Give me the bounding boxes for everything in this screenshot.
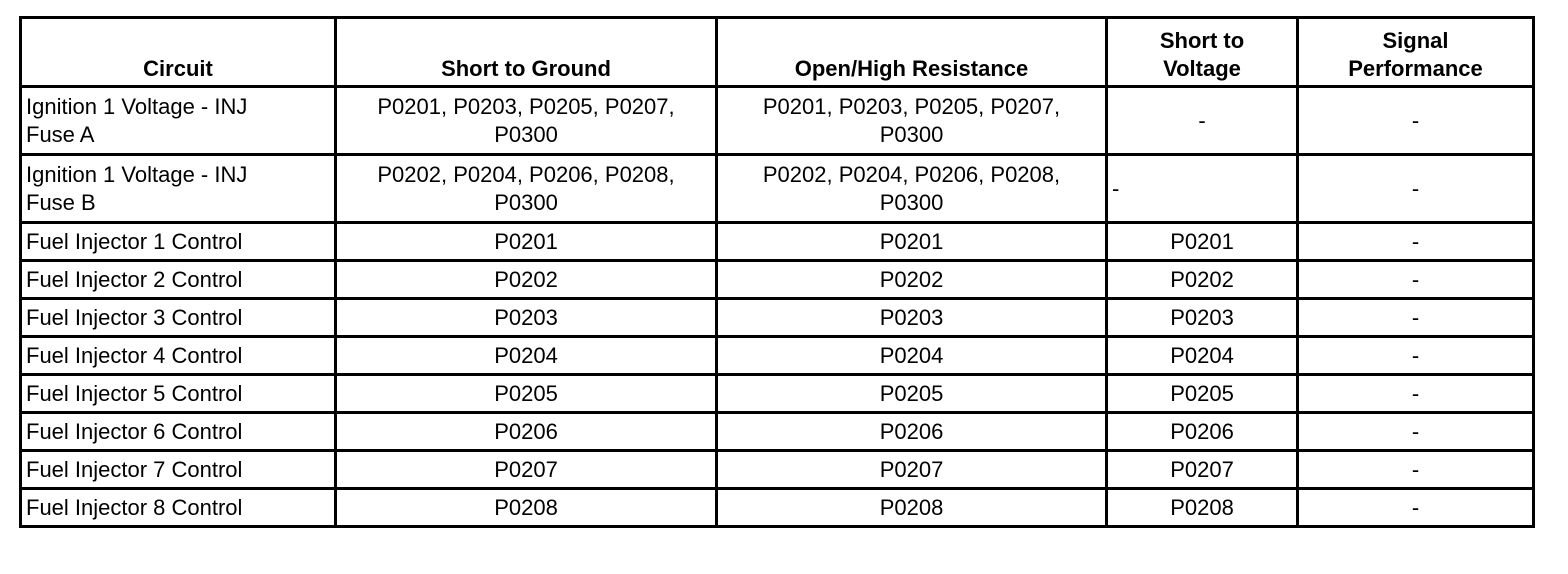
short-to-ground-cell: P0207 <box>336 451 717 489</box>
signal-performance-cell: - <box>1298 261 1534 299</box>
signal-performance-cell: - <box>1298 223 1534 261</box>
open-high-resistance-cell: P0204 <box>717 337 1107 375</box>
circuit-cell: Fuel Injector 8 Control <box>21 489 336 527</box>
open-high-resistance-cell: P0202 <box>717 261 1107 299</box>
header-short-to-voltage: Short to Voltage <box>1107 18 1298 87</box>
short-to-ground-cell: P0208 <box>336 489 717 527</box>
short-to-ground-cell: P0206 <box>336 413 717 451</box>
circuit-cell: Ignition 1 Voltage - INJ Fuse A <box>21 87 336 155</box>
header-open-high-resistance: Open/High Resistance <box>717 18 1107 87</box>
short-to-ground-cell: P0201 <box>336 223 717 261</box>
short-to-ground-cell: P0205 <box>336 375 717 413</box>
table-row <box>21 375 1534 413</box>
short-to-ground-cell: P0202, P0204, P0206, P0208, P0300 <box>336 155 717 223</box>
open-high-resistance-cell: P0203 <box>717 299 1107 337</box>
header-short-to-ground: Short to Ground <box>336 18 717 87</box>
table-row <box>21 413 1534 451</box>
short-to-ground-cell: P0201, P0203, P0205, P0207, P0300 <box>336 87 717 155</box>
table-row <box>21 223 1534 261</box>
header-circuit: Circuit <box>21 18 336 87</box>
circuit-cell: Fuel Injector 5 Control <box>21 375 336 413</box>
short-to-voltage-cell: P0206 <box>1107 413 1298 451</box>
signal-performance-cell: - <box>1298 155 1534 223</box>
signal-performance-cell: - <box>1298 413 1534 451</box>
dtc-circuit-table <box>19 16 1535 528</box>
open-high-resistance-cell: P0208 <box>717 489 1107 527</box>
circuit-cell: Fuel Injector 2 Control <box>21 261 336 299</box>
table-row <box>21 337 1534 375</box>
signal-performance-cell: - <box>1298 299 1534 337</box>
short-to-voltage-cell: P0208 <box>1107 489 1298 527</box>
open-high-resistance-cell: P0202, P0204, P0206, P0208, P0300 <box>717 155 1107 223</box>
short-to-voltage-cell: - <box>1107 155 1298 223</box>
short-to-ground-cell: P0203 <box>336 299 717 337</box>
signal-performance-cell: - <box>1298 337 1534 375</box>
short-to-voltage-cell: P0205 <box>1107 375 1298 413</box>
table-row <box>21 87 1534 155</box>
table-row <box>21 155 1534 223</box>
open-high-resistance-cell: P0201 <box>717 223 1107 261</box>
circuit-cell: Fuel Injector 7 Control <box>21 451 336 489</box>
table-row <box>21 489 1534 527</box>
short-to-voltage-cell: P0202 <box>1107 261 1298 299</box>
signal-performance-cell: - <box>1298 375 1534 413</box>
short-to-voltage-cell: P0201 <box>1107 223 1298 261</box>
signal-performance-cell: - <box>1298 489 1534 527</box>
short-to-voltage-cell: P0207 <box>1107 451 1298 489</box>
header-signal-performance: Signal Performance <box>1298 18 1534 87</box>
signal-performance-cell: - <box>1298 451 1534 489</box>
circuit-cell: Ignition 1 Voltage - INJ Fuse B <box>21 155 336 223</box>
open-high-resistance-cell: P0206 <box>717 413 1107 451</box>
open-high-resistance-cell: P0207 <box>717 451 1107 489</box>
circuit-cell: Fuel Injector 6 Control <box>21 413 336 451</box>
short-to-ground-cell: P0204 <box>336 337 717 375</box>
table-row <box>21 261 1534 299</box>
circuit-cell: Fuel Injector 1 Control <box>21 223 336 261</box>
open-high-resistance-cell: P0201, P0203, P0205, P0207, P0300 <box>717 87 1107 155</box>
circuit-cell: Fuel Injector 4 Control <box>21 337 336 375</box>
short-to-voltage-cell: P0203 <box>1107 299 1298 337</box>
circuit-cell: Fuel Injector 3 Control <box>21 299 336 337</box>
table-row <box>21 299 1534 337</box>
open-high-resistance-cell: P0205 <box>717 375 1107 413</box>
signal-performance-cell: - <box>1298 87 1534 155</box>
short-to-ground-cell: P0202 <box>336 261 717 299</box>
short-to-voltage-cell: - <box>1107 87 1298 155</box>
header-row <box>21 18 1534 87</box>
table-row <box>21 451 1534 489</box>
short-to-voltage-cell: P0204 <box>1107 337 1298 375</box>
